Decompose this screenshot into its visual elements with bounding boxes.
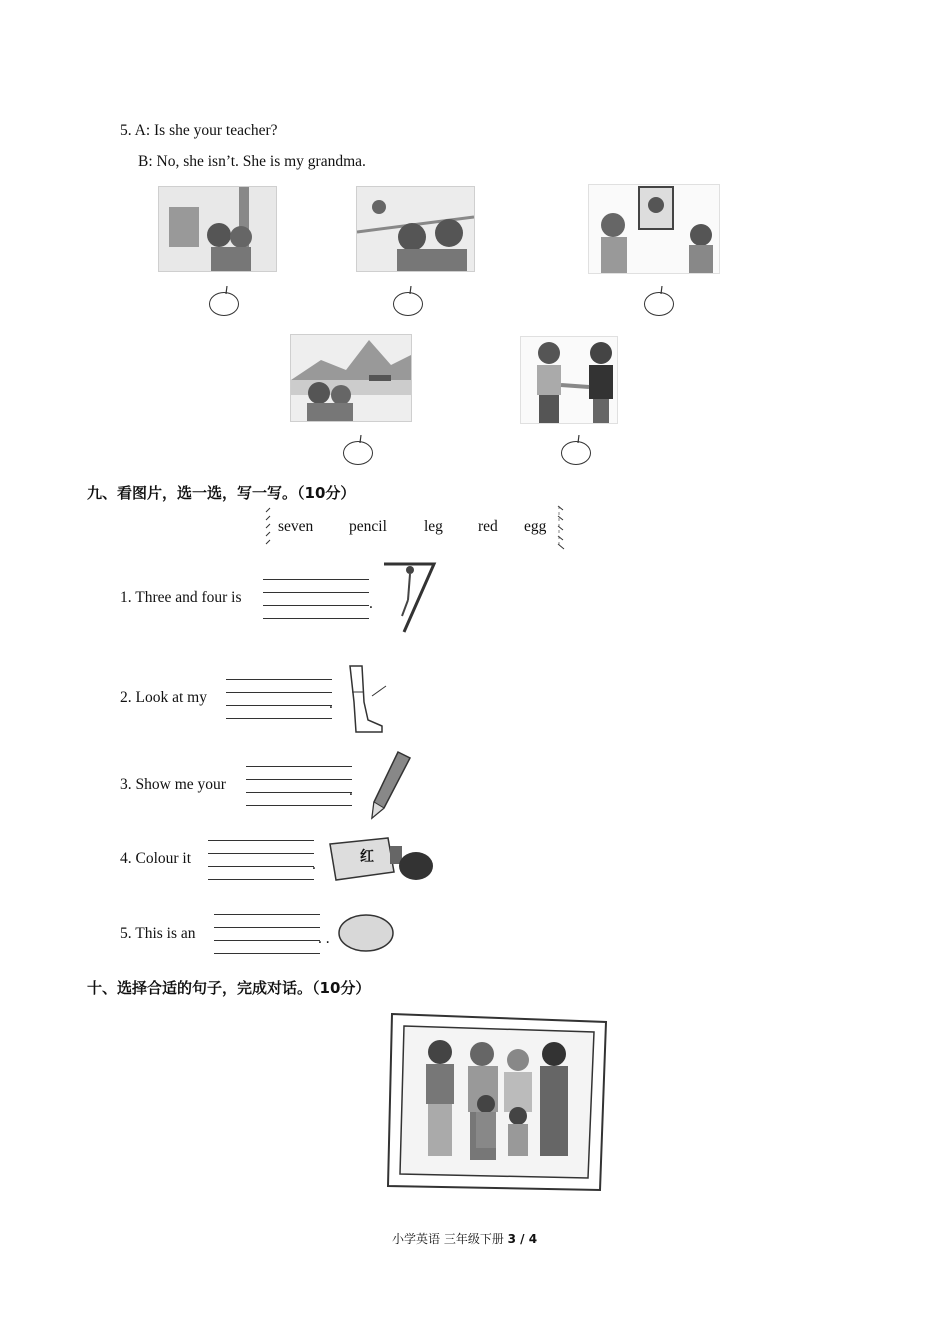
question-a: 5. A: Is she your teacher? bbox=[120, 122, 278, 139]
red-paint-tube-picture-icon bbox=[328, 836, 434, 884]
footer-subject: 小学英语 三年级下册 bbox=[392, 1232, 504, 1246]
answer-circle-4[interactable] bbox=[343, 441, 373, 465]
section-10-heading: 十、选择合适的句子，完成对话。（10分） bbox=[87, 979, 371, 997]
item-3-period: . bbox=[349, 782, 353, 799]
number-seven-picture-icon bbox=[378, 560, 438, 634]
item-1-period: . bbox=[369, 595, 373, 612]
option-picture-5 bbox=[520, 336, 618, 424]
item-3-writing-lines[interactable] bbox=[246, 766, 352, 806]
answer-circle-2[interactable] bbox=[393, 292, 423, 316]
word-red: red bbox=[478, 518, 498, 535]
tube-label: 红 bbox=[360, 849, 374, 865]
option-picture-1 bbox=[158, 186, 277, 272]
item-2-writing-lines[interactable] bbox=[226, 679, 332, 719]
leg-picture-icon bbox=[342, 662, 388, 734]
item-5-writing-lines[interactable] bbox=[214, 914, 320, 954]
item-2-period: . bbox=[329, 695, 333, 712]
answer-circle-5[interactable] bbox=[561, 441, 591, 465]
word-pencil: pencil bbox=[349, 518, 387, 535]
item-5-period: . . bbox=[318, 930, 330, 947]
section-9-heading: 九、看图片，选一选，写一写。（10分） bbox=[87, 484, 356, 502]
egg-picture-icon bbox=[337, 913, 395, 953]
item-3-text: 3. Show me your bbox=[120, 776, 226, 793]
word-leg: leg bbox=[424, 518, 443, 535]
word-bank-left-bracket bbox=[262, 506, 274, 546]
pencil-picture-icon bbox=[368, 750, 414, 820]
word-egg: egg bbox=[524, 518, 547, 535]
item-1-writing-lines[interactable] bbox=[263, 579, 369, 619]
option-picture-2 bbox=[356, 186, 475, 272]
family-photo-picture bbox=[386, 1012, 608, 1192]
footer-page-number: 3 / 4 bbox=[507, 1232, 538, 1246]
word-bank-right-bracket bbox=[555, 504, 569, 550]
word-seven: seven bbox=[278, 518, 314, 535]
item-4-text: 4. Colour it bbox=[120, 850, 192, 867]
answer-circle-1[interactable] bbox=[209, 292, 239, 316]
item-1-text: 1. Three and four is bbox=[120, 589, 242, 606]
item-4-writing-lines[interactable] bbox=[208, 840, 314, 880]
item-2-text: 2. Look at my bbox=[120, 689, 207, 706]
item-5-text: 5. This is an bbox=[120, 925, 196, 942]
question-b: B: No, she isn’t. She is my grandma. bbox=[138, 153, 366, 170]
answer-circle-3[interactable] bbox=[644, 292, 674, 316]
item-4-period: . bbox=[312, 856, 316, 873]
page-footer bbox=[392, 1230, 537, 1247]
option-picture-4 bbox=[290, 334, 412, 422]
option-picture-3 bbox=[588, 184, 720, 274]
